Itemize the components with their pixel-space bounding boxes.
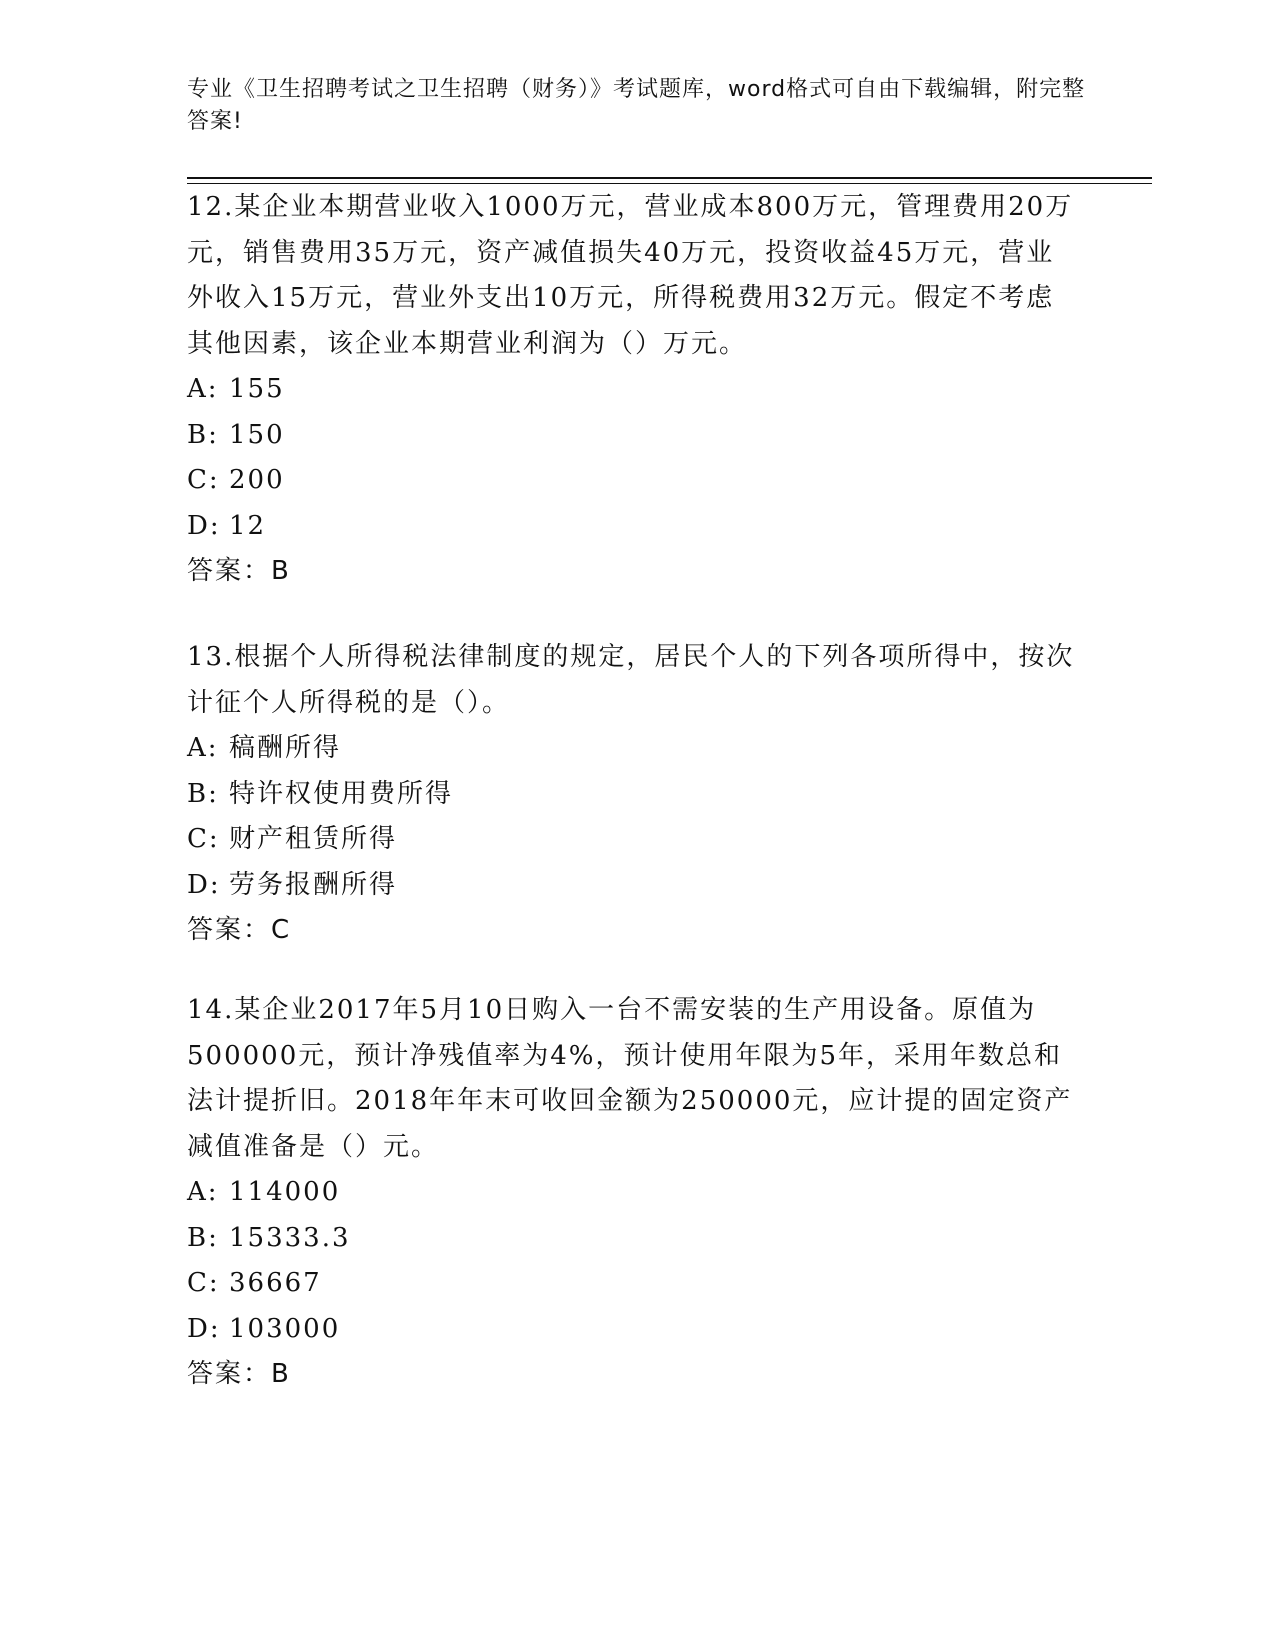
option-text: 103000 [229, 1313, 341, 1344]
option-key: A: [187, 733, 219, 763]
option-key: D: [187, 869, 221, 900]
option-b [187, 413, 1077, 459]
option-c [187, 817, 1077, 863]
option-d [187, 1307, 1077, 1353]
option-text: 114000 [229, 1177, 341, 1207]
option-text: 150 [229, 419, 285, 450]
option-text: 特许权使用费所得 [229, 778, 454, 809]
question-stem: 14.某企业2017年5月10日购入一台不需安装的生产用设备。原值为500000元，预计净残值率为4%，预计使用年限为5年，采用年数总和法计提折旧。2018年年末可收回金额为250000元，应计提的固定资产减值准备是（）元。 [187, 995, 1073, 1162]
answer: 答案：B [187, 1359, 291, 1389]
option-key: C: [187, 465, 220, 495]
option-a [187, 367, 1077, 413]
document-header: 专业《卫生招聘考试之卫生招聘（财务）》考试题库，word格式可自由下载编辑，附完整答案! [187, 77, 1086, 134]
option-text: 劳务报酬所得 [229, 869, 398, 900]
option-a [187, 1170, 1077, 1216]
option-key: D: [187, 510, 221, 541]
option-d [187, 863, 1077, 909]
option-text: 36667 [229, 1268, 322, 1298]
option-key: A: [187, 1177, 219, 1207]
option-key: B: [187, 1222, 219, 1253]
option-text: 财产租赁所得 [229, 824, 398, 854]
question-stem: 12.某企业本期营业收入1000万元，营业成本800万元，管理费用20万元，销售费用35万元，资产减值损失40万元，投资收益45万元，营业外收入15万元，营业外支出10万元，所得税费用32万元。假定不考虑其他因素，该企业本期营业利润为（）万元。 [187, 192, 1074, 359]
answer: 答案：C [187, 915, 292, 945]
option-c [187, 1261, 1077, 1307]
option-b [187, 772, 1077, 818]
option-text: 稿酬所得 [229, 733, 342, 763]
option-key: C: [187, 824, 220, 854]
option-text: 155 [229, 374, 285, 404]
option-key: B: [187, 778, 219, 809]
question-13 [187, 635, 1077, 954]
question-14 [187, 988, 1077, 1398]
option-key: C: [187, 1268, 220, 1298]
question-stem: 13.根据个人所得税法律制度的规定，居民个人的下列各项所得中，按次计征个人所得税的是（）。 [187, 642, 1075, 718]
option-text: 15333.3 [229, 1222, 351, 1253]
option-key: A: [187, 374, 219, 404]
option-b [187, 1216, 1077, 1262]
header-divider-thick [187, 177, 1152, 179]
option-c [187, 458, 1077, 504]
question-12 [187, 185, 1077, 595]
option-key: B: [187, 419, 219, 450]
option-key: D: [187, 1313, 221, 1344]
answer: 答案：B [187, 556, 291, 586]
header-divider-thin [187, 183, 1152, 184]
option-a [187, 726, 1077, 772]
option-text: 200 [229, 465, 285, 495]
option-text: 12 [229, 510, 267, 541]
option-d [187, 504, 1077, 550]
